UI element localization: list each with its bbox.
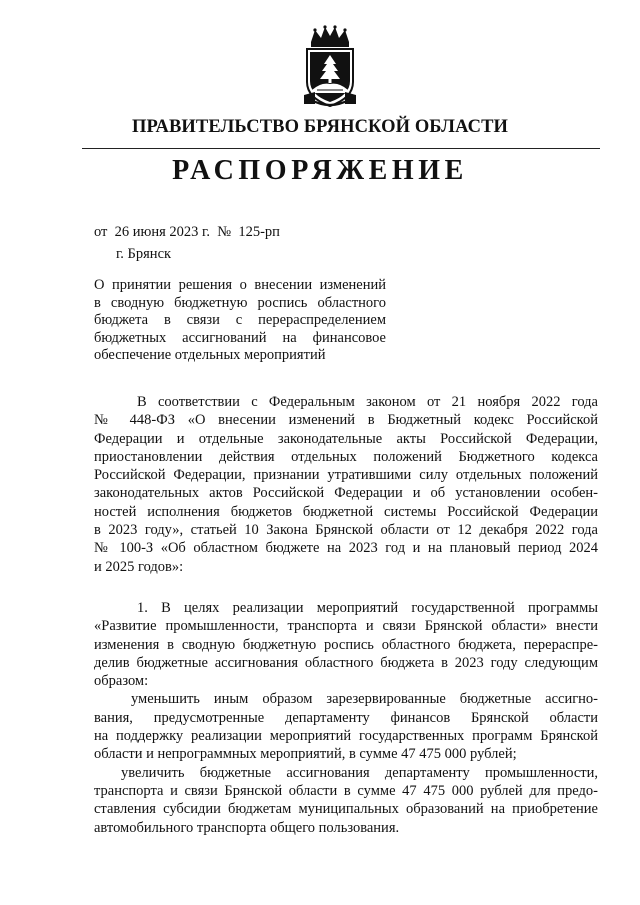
text-line: № 100-З «Об областном бюджете на 2023 год и на плановый период 2024 [94, 540, 598, 557]
date-number-line: от 26 июня 2023 г. № 125-рп [94, 224, 280, 240]
text-line: в 2023 году», статьей 10 Закона Брянской области от 12 декабря 2022 года [94, 522, 598, 539]
text-line: приостановлении действия отдельных положений Бюджетного кодекса [94, 448, 598, 465]
city: г. Брянск [116, 246, 172, 262]
text-line: уменьшить иным образом зарезервированные бюджетные ассигно- [131, 691, 598, 708]
subject-line: обеспечение отдельных мероприятий [94, 347, 326, 363]
subject-line: бюджетных ассигнований на финансовое [94, 329, 386, 346]
preamble-paragraph [94, 393, 598, 576]
organization-name: ПРАВИТЕЛЬСТВО БРЯНСКОЙ ОБЛАСТИ [131, 117, 508, 137]
subject-block [94, 277, 386, 365]
text-line: области и непрограммных мероприятий, в сумме 47 475 000 рублей; [94, 746, 517, 763]
coat-of-arms-icon [301, 24, 359, 110]
paragraph-gap [94, 576, 598, 599]
text-line: Российской Федерации, признании утратившими силу отдельных положений [94, 467, 598, 484]
text-line: ностей исполнения бюджетов бюджетной системы Российской Федерации [94, 503, 598, 520]
text-line: и 2025 годов»: [94, 558, 184, 575]
text-line: на поддержку реализации мероприятий государственных программ Брянской [94, 728, 598, 745]
increase-paragraph [94, 764, 598, 837]
text-line: законодательных актов Российской Федерации и об установлении особен- [94, 485, 598, 502]
text-line: транспорта и связи Брянской области в сумме 47 475 000 рублей для предо- [94, 782, 598, 799]
text-line: автомобильного транспорта общего пользования. [94, 819, 400, 836]
document-type: РАСПОРЯЖЕНИЕ [172, 155, 468, 186]
text-line: В соответствии с Федеральным законом от 21 ноября 2022 года [137, 394, 598, 410]
text-line: Федерации и отдельные законодательные акты Российской Федерации, [94, 430, 598, 447]
text-line: делив бюджетные ассигнования областного бюджета в 2023 году следующим [94, 654, 598, 671]
text-line: изменения в сводную бюджетную роспись областного бюджета, перераспре- [94, 636, 598, 653]
subject-line: бюджета в связи с перераспределением [94, 312, 386, 328]
text-line: ставления субсидии бюджетам муниципальных образований на приобретение [94, 801, 598, 818]
subject-line: в сводную бюджетную роспись областного [94, 294, 386, 311]
item-1-paragraph [94, 599, 598, 690]
text-line: увеличить бюджетные ассигнования департаменту промышленности, [121, 764, 598, 781]
text-line: 1. В целях реализации мероприятий государственной программы [137, 599, 598, 616]
text-line: вания, предусмотренные департаменту финансов Брянской области [94, 709, 598, 726]
text-line: № 448-ФЗ «О внесении изменений в Бюджетный кодекс Российской [94, 412, 598, 429]
header-divider [82, 148, 600, 149]
subject-line: О принятии решения о внесении изменений [94, 277, 386, 293]
text-line: образом: [94, 673, 149, 690]
decrease-paragraph [94, 690, 598, 763]
text-line: «Развитие промышленности, транспорта и связи Брянской области» внести [94, 618, 598, 635]
document-body [94, 393, 598, 837]
